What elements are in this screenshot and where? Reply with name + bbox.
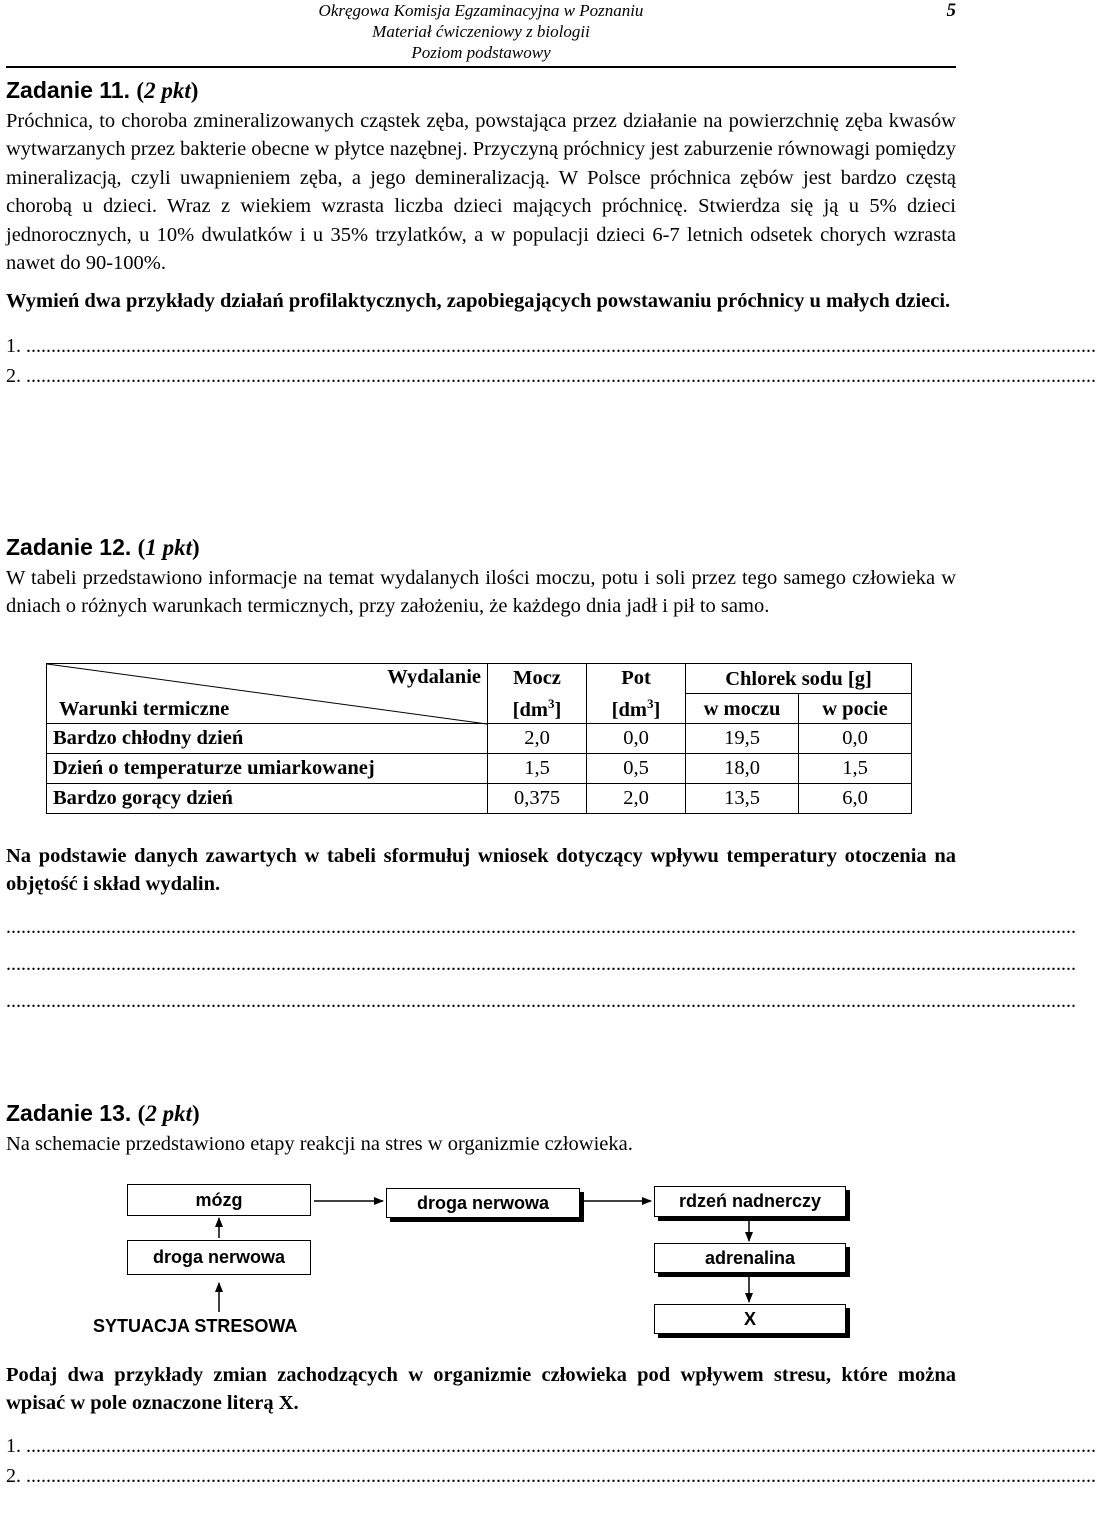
task-11-question: Wymień dwa przykłady działań profilaktycznych, zapobiegających powstawaniu próchnicy u małych dzieci. (6, 290, 951, 313)
task-12-points: 1 (145, 535, 157, 560)
task-11-text: Próchnica, to choroba zmineralizowanych cząstek zęba, powstająca przez działanie na powierzchnię zęba kwasów wytwarzanych przez bakterie obecne w płytce nazębnej. Przyczyną próchnicy jest zaburzenie równowagi pomiędzy mineralizacją, czyli uwapnieniem zęba, a jego demineralizacją. W Polsce próchnica zębów jest bardzo częstą chorobą u dzieci. Wraz z wiekiem wzrasta liczba dzieci mających próchnicę. Stwierdza się ją u 5% dzieci jednorocznych, u 10% dwulatków i u 35% trzylatków, a w populacji dzieci 6-7 letnich odsetek chorych wzrasta nawet do 90-100%. (6, 110, 956, 275)
cell-sweat: 0,5 (587, 754, 686, 784)
row-label: Bardzo gorący dzień (47, 784, 488, 814)
box-adrenal-medulla: rdzeń nadnerczy (654, 1186, 846, 1217)
task-13-bottom (6, 1361, 1096, 1490)
box-x: X (654, 1304, 846, 1334)
task-11-label: Zadanie 11. (6, 77, 131, 103)
box-nerve-path-top: droga nerwowa (386, 1188, 580, 1218)
cell-salt-sweat: 1,5 (799, 754, 912, 784)
table-col-salt: Chlorek sodu [g] (686, 664, 912, 694)
col-sweat-unit: $[dm^3]$ (611, 695, 661, 721)
task-12-answer-line-2[interactable]: ...................................................................................................................................................................................................................... (6, 952, 1076, 975)
page-header (6, 0, 956, 63)
task-12-answer-line-1[interactable]: ...................................................................................................................................................................................................................... (6, 915, 1076, 938)
task-13-text: Na schemacie przedstawiono etapy reakcji na stres w organizmie człowieka. (6, 1133, 633, 1155)
label-stress-situation: SYTUACJA STRESOWA (93, 1316, 298, 1336)
cell-salt-urine: 13,5 (686, 784, 799, 814)
row-label: Bardzo chłodny dzień (47, 724, 488, 754)
table-col-salt-urine: w moczu (686, 694, 799, 724)
box-adrenaline: adrenalina (654, 1243, 846, 1273)
task-13-points-unit: pkt (162, 1101, 192, 1126)
table-corner-cell (47, 664, 488, 724)
task-13-points: 2 (145, 1101, 157, 1126)
row-label: Dzień o temperaturze umiarkowanej (47, 754, 488, 784)
table-corner-bottom: Warunki termiczne (59, 698, 230, 720)
task-12-question: Na podstawie danych zawartych w tabeli sformułuj wniosek dotyczący wpływu temperatury otoczenia na objętość i skład wydalin. (6, 845, 956, 896)
col-sweat-label: Pot (621, 666, 651, 689)
task-11-answer-2[interactable]: 2. ...................................................................................................................................................................................................................... (6, 364, 1096, 387)
task-11-title: Zadanie 11. (2 pkt) (6, 77, 199, 103)
cell-salt-urine: 19,5 (686, 724, 799, 754)
cell-salt-urine: 18,0 (686, 754, 799, 784)
task-12-text: W tabeli przedstawiono informacje na temat wydalanych ilości moczu, potu i soli przez tego samego człowieka w dniach o różnych warunkach termicznych, przy założeniu, że każdego dnia jadł i pił to samo. (6, 567, 956, 618)
col-urine-label: Mocz (513, 666, 561, 689)
cell-salt-sweat: 0,0 (799, 724, 912, 754)
task-12-points-unit: pkt (162, 535, 192, 560)
task-13-answer-2[interactable]: 2. ...................................................................................................................................................................................................................... (6, 1464, 1096, 1487)
header-commission: Okręgowa Komisja Egzaminacyjna w Poznaniu (318, 1, 644, 20)
task-12-title: Zadanie 12. (1 pkt) (6, 534, 200, 560)
task-13-label: Zadanie 13. (6, 1100, 132, 1126)
task-12-answer-line-3[interactable]: ...................................................................................................................................................................................................................... (6, 989, 1076, 1012)
col-urine-unit: $[dm^3]$ (512, 695, 562, 721)
task-12 (6, 533, 956, 621)
task-13 (6, 1099, 956, 1158)
cell-urine: 1,5 (488, 754, 587, 784)
stress-diagram (6, 1175, 956, 1345)
task-12-bottom (6, 842, 1076, 1015)
table-col-urine (488, 664, 587, 724)
task-13-question: Podaj dwa przykłady zmian zachodzących w organizmie człowieka pod wpływem stresu, które można wpisać w pole oznaczone literą X. (6, 1364, 956, 1415)
page-number: 5 (946, 0, 956, 21)
task-13-title: Zadanie 13. (2 pkt) (6, 1100, 200, 1126)
task-11-points-unit: pkt (161, 78, 191, 103)
table-col-salt-sweat: w pocie (799, 694, 912, 724)
page (6, 0, 1096, 1487)
header-level: Poziom podstawowy (411, 43, 551, 62)
cell-urine: 0,375 (488, 784, 587, 814)
excretion-table (46, 663, 912, 814)
task-11 (6, 76, 1096, 390)
table-col-sweat (587, 664, 686, 724)
task-12-label: Zadanie 12. (6, 534, 132, 560)
table-row (47, 724, 912, 754)
table-row (47, 754, 912, 784)
task-11-points: 2 (144, 78, 156, 103)
cell-salt-sweat: 6,0 (799, 784, 912, 814)
table-row (47, 784, 912, 814)
task-13-answer-1[interactable]: 1. ...................................................................................................................................................................................................................... (6, 1434, 1096, 1457)
header-divider (6, 66, 956, 68)
box-nerve-path-left: droga nerwowa (127, 1240, 311, 1275)
cell-urine: 2,0 (488, 724, 587, 754)
box-brain: mózg (127, 1184, 311, 1216)
table-corner-top: Wydalanie (387, 666, 481, 688)
cell-sweat: 0,0 (587, 724, 686, 754)
task-11-answer-1[interactable]: 1. ...................................................................................................................................................................................................................... (6, 334, 1096, 357)
cell-sweat: 2,0 (587, 784, 686, 814)
header-material: Materiał ćwiczeniowy z biologii (372, 22, 590, 41)
